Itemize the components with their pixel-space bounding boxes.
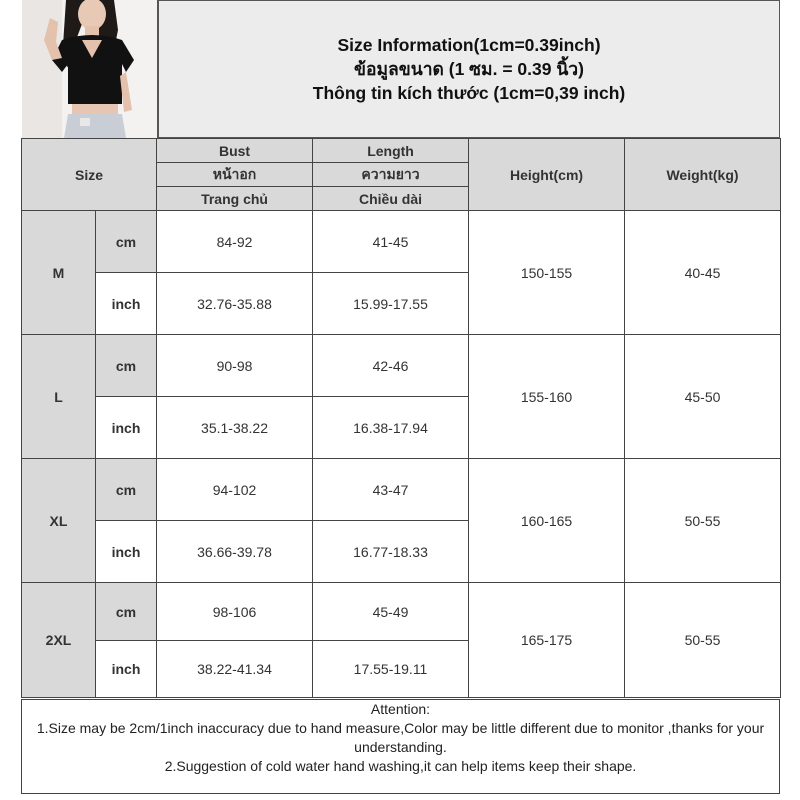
attention-notes xyxy=(21,699,780,794)
length-inch-value: 17.55-19.11 xyxy=(313,641,469,698)
height-header: Height(cm) xyxy=(469,139,625,211)
length-inch-value: 16.38-17.94 xyxy=(313,397,469,459)
bust-inch-value: 38.22-41.34 xyxy=(157,641,313,698)
length-header-vi: Chiều dài xyxy=(313,187,469,211)
size-label: XL xyxy=(22,459,96,583)
unit-inch-label: inch xyxy=(96,641,157,698)
weight-header: Weight(kg) xyxy=(625,139,781,211)
attention-heading: Attention: xyxy=(370,701,431,717)
bust-header-vi: Trang chủ xyxy=(157,187,313,211)
length-header-en: Length xyxy=(313,139,469,163)
title-english: Size Information(1cm=0.39inch) xyxy=(337,35,601,55)
length-cm-value: 41-45 xyxy=(313,211,469,273)
table-row xyxy=(22,211,781,273)
size-chart-table xyxy=(21,138,781,698)
unit-cm-label: cm xyxy=(96,211,157,273)
bust-cm-value: 98-106 xyxy=(157,583,313,641)
bust-inch-value: 35.1-38.22 xyxy=(157,397,313,459)
length-inch-value: 15.99-17.55 xyxy=(313,273,469,335)
size-label: 2XL xyxy=(22,583,96,698)
bust-inch-value: 36.66-39.78 xyxy=(157,521,313,583)
weight-value: 40-45 xyxy=(625,211,781,335)
weight-value: 50-55 xyxy=(625,583,781,698)
unit-inch-label: inch xyxy=(96,521,157,583)
unit-cm-label: cm xyxy=(96,335,157,397)
bust-cm-value: 90-98 xyxy=(157,335,313,397)
unit-inch-label: inch xyxy=(96,397,157,459)
note-size-accuracy: 1.Size may be 2cm/1inch inaccuracy due to hand measure,Color may be little different due to monitor ,thanks for your understanding. xyxy=(36,720,765,755)
height-value: 165-175 xyxy=(469,583,625,698)
length-inch-value: 16.77-18.33 xyxy=(313,521,469,583)
length-header-th: ความยาว xyxy=(313,163,469,187)
size-label: L xyxy=(22,335,96,459)
bust-cm-value: 94-102 xyxy=(157,459,313,521)
bust-header-th: หน้าอก xyxy=(157,163,313,187)
table-row xyxy=(22,583,781,641)
unit-cm-label: cm xyxy=(96,459,157,521)
length-cm-value: 42-46 xyxy=(313,335,469,397)
size-column-header: Size xyxy=(22,139,157,211)
table-row xyxy=(22,335,781,397)
height-value: 155-160 xyxy=(469,335,625,459)
note-washing: 2.Suggestion of cold water hand washing,it can help items keep their shape. xyxy=(164,758,637,774)
length-cm-value: 45-49 xyxy=(313,583,469,641)
length-cm-value: 43-47 xyxy=(313,459,469,521)
table-row xyxy=(22,459,781,521)
table-header-row xyxy=(22,139,781,163)
size-label: M xyxy=(22,211,96,335)
unit-inch-label: inch xyxy=(96,273,157,335)
bust-header-en: Bust xyxy=(157,139,313,163)
weight-value: 50-55 xyxy=(625,459,781,583)
size-information-title xyxy=(158,0,780,138)
height-value: 150-155 xyxy=(469,211,625,335)
unit-cm-label: cm xyxy=(96,583,157,641)
bust-inch-value: 32.76-35.88 xyxy=(157,273,313,335)
title-vietnamese: Thông tin kích thước (1cm=0,39 inch) xyxy=(312,83,626,103)
height-value: 160-165 xyxy=(469,459,625,583)
product-photo xyxy=(22,0,158,138)
weight-value: 45-50 xyxy=(625,335,781,459)
model-photo-illustration xyxy=(22,0,158,138)
title-thai: ข้อมูลขนาด (1 ซม. = 0.39 นิ้ว) xyxy=(354,59,584,79)
bust-cm-value: 84-92 xyxy=(157,211,313,273)
